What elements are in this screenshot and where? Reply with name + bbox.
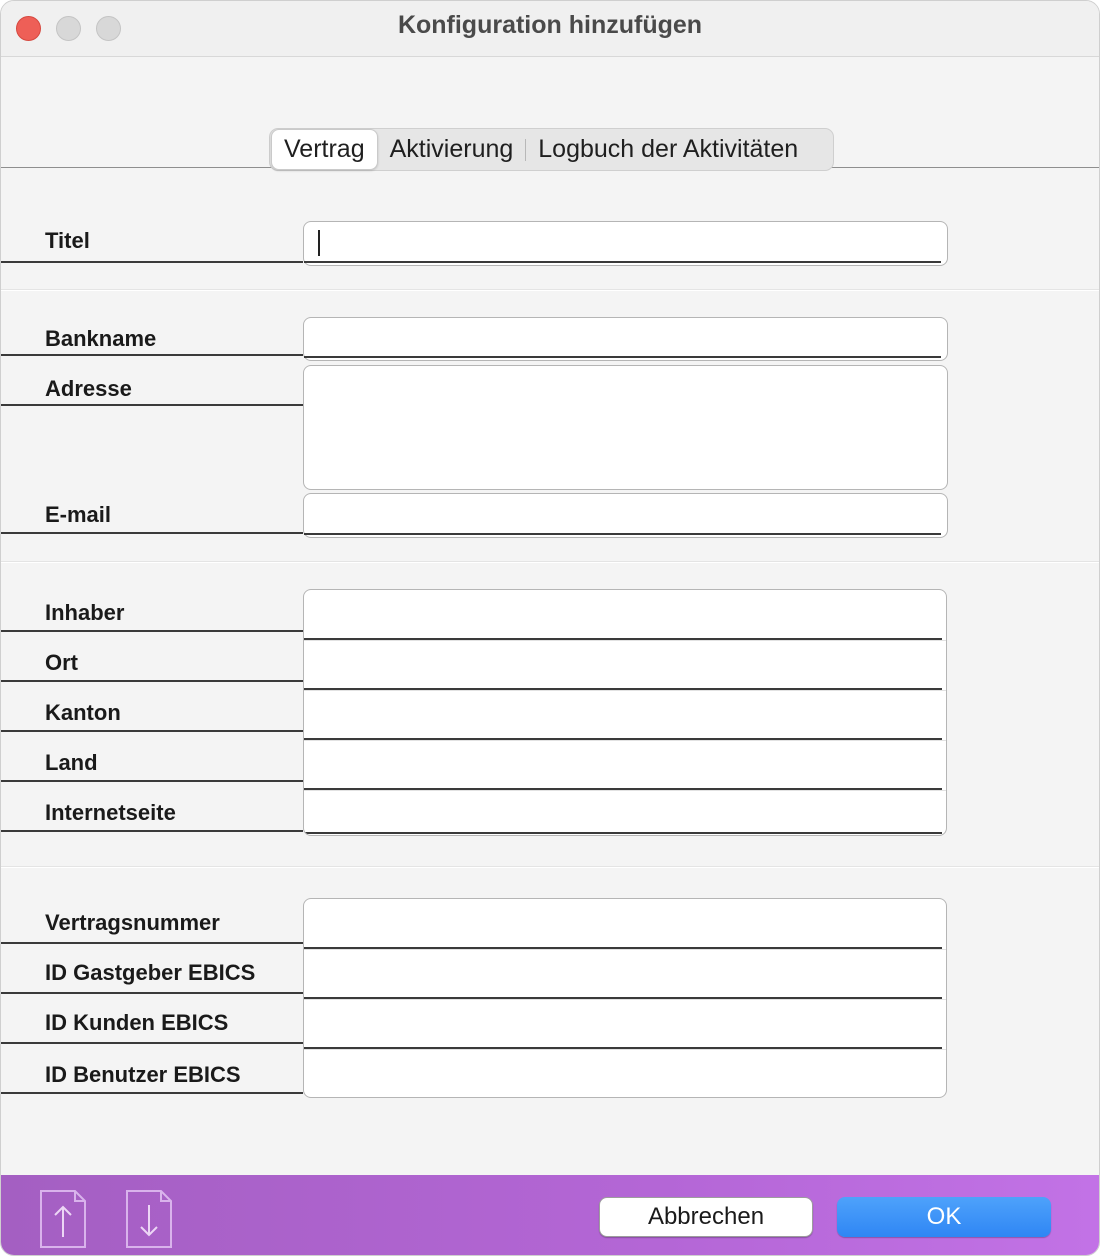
land-row-line xyxy=(1,780,303,782)
ort-row-line xyxy=(1,680,303,682)
bankname-label: Bankname xyxy=(45,326,157,351)
kanton-row-line xyxy=(1,730,303,732)
id-gastgeber-row-line xyxy=(1,992,303,994)
bankname-input[interactable] xyxy=(304,318,947,360)
footer-bar xyxy=(1,1175,1099,1256)
email-input[interactable] xyxy=(304,494,947,537)
email-label: E-mail xyxy=(45,502,112,527)
internetseite-label: Internetseite xyxy=(45,800,176,825)
adresse-label: Adresse xyxy=(45,376,132,401)
inhaber-cell[interactable] xyxy=(304,590,946,640)
land-input[interactable] xyxy=(304,740,946,790)
cancel-button[interactable]: Abbrechen xyxy=(599,1197,813,1237)
id-kunden-row-line xyxy=(1,1042,303,1044)
section-separator xyxy=(1,866,1099,868)
id-gastgeber-cell[interactable] xyxy=(304,949,946,999)
kanton-label: Kanton xyxy=(45,700,121,725)
titel-underline xyxy=(304,261,941,263)
inhaber-input[interactable] xyxy=(304,590,946,640)
bankname-underline xyxy=(304,356,941,358)
cell-top-line xyxy=(304,1049,946,1050)
internetseite-input[interactable] xyxy=(304,790,946,834)
titel-label: Titel xyxy=(45,228,90,253)
section-separator xyxy=(1,561,1099,563)
titel-row-line xyxy=(1,261,303,263)
land-label: Land xyxy=(45,750,98,775)
text-caret xyxy=(318,230,320,256)
cell-top-line xyxy=(304,790,946,791)
internetseite-row-line xyxy=(1,830,303,832)
id-gastgeber-input[interactable] xyxy=(304,949,946,999)
adresse-field[interactable] xyxy=(303,365,948,490)
vertragsnummer-cell[interactable] xyxy=(304,899,946,949)
ebics-fields-group xyxy=(303,898,947,1098)
id-kunden-input[interactable] xyxy=(304,999,946,1049)
internetseite-underline xyxy=(304,832,942,834)
id-benutzer-input[interactable] xyxy=(304,1049,946,1097)
tab-logbuch[interactable]: Logbuch der Aktivitäten xyxy=(538,135,799,163)
bankname-row-line xyxy=(1,354,303,356)
document-arrow-up-icon[interactable] xyxy=(39,1189,87,1249)
cell-top-line xyxy=(304,999,946,1000)
inhaber-row-line xyxy=(1,630,303,632)
adresse-textarea[interactable] xyxy=(304,366,947,489)
titel-field[interactable] xyxy=(303,221,948,266)
owner-fields-group xyxy=(303,589,947,836)
tab-vertrag[interactable]: Vertrag xyxy=(271,129,378,170)
ok-button[interactable]: OK xyxy=(837,1197,1051,1237)
vertragsnummer-input[interactable] xyxy=(304,899,946,949)
window-title: Konfiguration hinzufügen xyxy=(397,11,703,39)
id-kunden-cell[interactable] xyxy=(304,999,946,1049)
email-field[interactable] xyxy=(303,493,948,538)
titel-input[interactable] xyxy=(304,222,947,265)
id-benutzer-label: ID Benutzer EBICS xyxy=(45,1062,241,1087)
ort-input[interactable] xyxy=(304,640,946,690)
land-cell[interactable] xyxy=(304,740,946,790)
adresse-row-line xyxy=(1,404,303,406)
email-underline xyxy=(304,533,941,535)
ort-cell[interactable] xyxy=(304,640,946,690)
email-row-line xyxy=(1,532,303,534)
vertragsnummer-row-line xyxy=(1,942,303,944)
document-arrow-down-icon[interactable] xyxy=(125,1189,173,1249)
id-kunden-label: ID Kunden EBICS xyxy=(45,1010,229,1035)
id-benutzer-row-line xyxy=(1,1092,303,1094)
cell-top-line xyxy=(304,640,946,641)
inhaber-label: Inhaber xyxy=(45,600,125,625)
tab-bar xyxy=(269,128,834,171)
tab-aktivierung[interactable]: Aktivierung xyxy=(389,135,514,163)
title-bar xyxy=(1,1,1099,57)
bankname-field[interactable] xyxy=(303,317,948,361)
cell-top-line xyxy=(304,690,946,691)
id-gastgeber-label: ID Gastgeber EBICS xyxy=(45,960,256,985)
cell-top-line xyxy=(304,949,946,950)
ort-label: Ort xyxy=(45,650,78,675)
vertragsnummer-label: Vertragsnummer xyxy=(45,910,220,935)
kanton-cell[interactable] xyxy=(304,690,946,740)
kanton-input[interactable] xyxy=(304,690,946,740)
id-benutzer-cell[interactable] xyxy=(304,1049,946,1097)
section-separator xyxy=(1,289,1099,291)
internetseite-cell[interactable] xyxy=(304,790,946,834)
cell-top-line xyxy=(304,740,946,741)
